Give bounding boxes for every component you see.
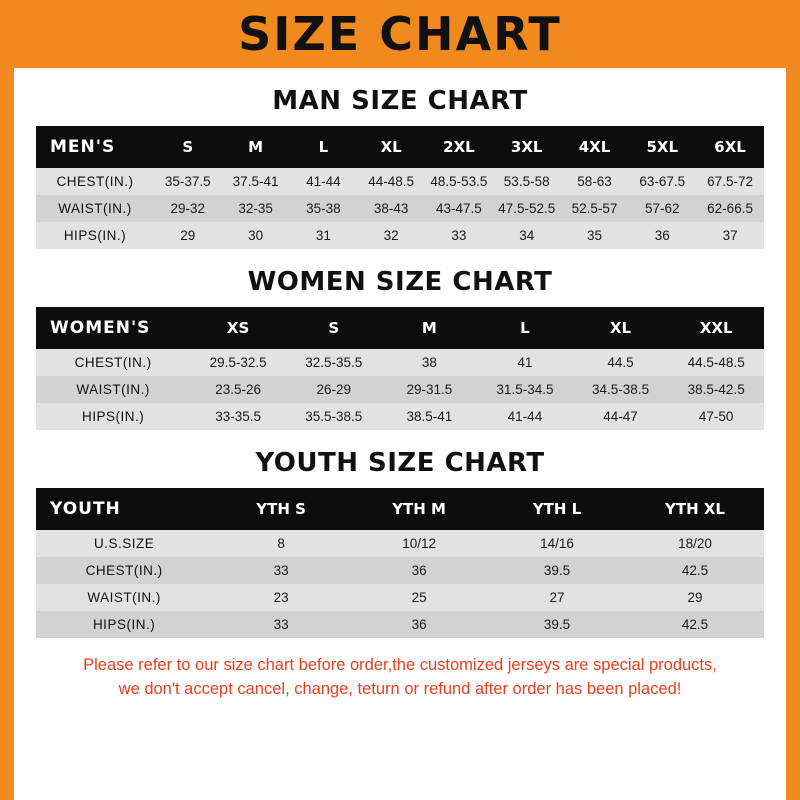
women-waist-m: 29-31.5 bbox=[406, 382, 453, 397]
men-row-label-chest: CHEST(IN.) bbox=[56, 174, 134, 189]
men-chest-6xl: 67.5-72 bbox=[707, 174, 753, 189]
women-chest-xs: 29.5-32.5 bbox=[209, 355, 267, 370]
women-waist-l: 31.5-34.5 bbox=[496, 382, 554, 397]
men-row-label-header: MEN'S bbox=[36, 126, 154, 168]
women-chest-l: 41 bbox=[517, 355, 533, 370]
men-hips-3xl: 34 bbox=[519, 228, 535, 243]
youth-hips-m: 36 bbox=[411, 617, 427, 632]
table-row bbox=[36, 584, 764, 611]
men-col-4xl: 4XL bbox=[561, 126, 629, 168]
men-waist-xl: 38-43 bbox=[373, 201, 409, 216]
youth-ussize-m: 10/12 bbox=[402, 536, 436, 551]
men-header-row bbox=[36, 126, 764, 168]
men-hips-2xl: 33 bbox=[451, 228, 467, 243]
men-chest-xl: 44-48.5 bbox=[368, 174, 415, 189]
men-waist-5xl: 57-62 bbox=[645, 201, 680, 216]
table-row bbox=[36, 168, 764, 195]
youth-waist-xl: 29 bbox=[687, 590, 703, 605]
youth-hips-l: 39.5 bbox=[543, 617, 571, 632]
youth-chest-s: 33 bbox=[273, 563, 289, 578]
men-waist-m: 32-35 bbox=[238, 201, 273, 216]
men-waist-6xl: 62-66.5 bbox=[707, 201, 753, 216]
men-chest-4xl: 58-63 bbox=[577, 174, 612, 189]
youth-row-label-header: YOUTH bbox=[36, 488, 212, 530]
men-hips-5xl: 36 bbox=[654, 228, 670, 243]
order-policy-note bbox=[36, 654, 764, 702]
youth-row-label-ussize: U.S.SIZE bbox=[93, 536, 155, 551]
men-chest-m: 37.5-41 bbox=[232, 174, 279, 189]
chart-content bbox=[14, 86, 786, 702]
table-row bbox=[36, 611, 764, 638]
youth-table-body bbox=[36, 530, 764, 638]
youth-table-head bbox=[36, 488, 764, 530]
women-waist-xs: 23.5-26 bbox=[215, 382, 262, 397]
men-hips-6xl: 37 bbox=[722, 228, 738, 243]
table-row bbox=[36, 530, 764, 557]
men-col-6xl: 6XL bbox=[696, 126, 764, 168]
men-hips-4xl: 35 bbox=[586, 228, 602, 243]
table-row bbox=[36, 557, 764, 584]
men-col-l: L bbox=[289, 126, 357, 168]
women-col-m: M bbox=[382, 307, 478, 349]
women-row-label-header: WOMEN'S bbox=[36, 307, 190, 349]
table-row bbox=[36, 195, 764, 222]
youth-waist-s: 23 bbox=[273, 590, 289, 605]
men-waist-4xl: 52.5-57 bbox=[571, 201, 618, 216]
women-col-l: L bbox=[477, 307, 573, 349]
youth-chest-m: 36 bbox=[411, 563, 427, 578]
women-header-row bbox=[36, 307, 764, 349]
men-col-m: M bbox=[222, 126, 290, 168]
men-col-2xl: 2XL bbox=[425, 126, 493, 168]
women-col-xxl: XXL bbox=[668, 307, 764, 349]
men-hips-m: 30 bbox=[248, 228, 264, 243]
women-col-s: S bbox=[286, 307, 382, 349]
page-title: SIZE CHART bbox=[238, 7, 562, 61]
youth-section-title: YOUTH SIZE CHART bbox=[255, 448, 545, 478]
women-chest-xl: 44.5 bbox=[607, 355, 634, 370]
men-col-xl: XL bbox=[357, 126, 425, 168]
youth-row-label-chest: CHEST(IN.) bbox=[85, 563, 163, 578]
youth-chest-xl: 42.5 bbox=[681, 563, 709, 578]
women-hips-xxl: 47-50 bbox=[698, 409, 734, 424]
men-waist-2xl: 43-47.5 bbox=[436, 201, 482, 216]
men-hips-s: 29 bbox=[180, 228, 196, 243]
men-row-label-waist: WAIST(IN.) bbox=[58, 201, 132, 216]
women-table-head bbox=[36, 307, 764, 349]
men-hips-xl: 32 bbox=[383, 228, 399, 243]
men-section-title: MAN SIZE CHART bbox=[272, 86, 528, 116]
youth-col-s: YTH S bbox=[212, 488, 350, 530]
women-chest-s: 32.5-35.5 bbox=[305, 355, 363, 370]
men-waist-l: 35-38 bbox=[306, 201, 341, 216]
men-chest-s: 35-37.5 bbox=[164, 174, 211, 189]
women-size-table bbox=[36, 307, 764, 430]
youth-header-row bbox=[36, 488, 764, 530]
men-size-table bbox=[36, 126, 764, 249]
women-row-label-chest: CHEST(IN.) bbox=[74, 355, 152, 370]
men-chest-l: 41-44 bbox=[306, 174, 341, 189]
men-col-5xl: 5XL bbox=[628, 126, 696, 168]
youth-ussize-s: 8 bbox=[277, 536, 285, 551]
youth-col-l: YTH L bbox=[488, 488, 626, 530]
men-chest-3xl: 53.5-58 bbox=[503, 174, 550, 189]
women-waist-xxl: 38.5-42.5 bbox=[687, 382, 745, 397]
page-banner bbox=[14, 0, 786, 68]
order-policy-note-line2: we don't accept cancel, change, teturn or refund after order has been placed! bbox=[118, 679, 682, 698]
youth-row-label-waist: WAIST(IN.) bbox=[87, 590, 161, 605]
women-row-label-hips: HIPS(IN.) bbox=[82, 409, 145, 424]
youth-chest-l: 39.5 bbox=[543, 563, 571, 578]
women-hips-m: 38.5-41 bbox=[406, 409, 453, 424]
women-row-label-waist: WAIST(IN.) bbox=[76, 382, 150, 397]
women-table-body bbox=[36, 349, 764, 430]
women-waist-s: 26-29 bbox=[316, 382, 351, 397]
youth-hips-xl: 42.5 bbox=[681, 617, 709, 632]
table-row bbox=[36, 403, 764, 430]
youth-waist-m: 25 bbox=[411, 590, 427, 605]
order-policy-note-line1: Please refer to our size chart before order,the customized jerseys are special products, bbox=[83, 656, 717, 674]
youth-hips-s: 33 bbox=[273, 617, 289, 632]
men-waist-s: 29-32 bbox=[170, 201, 206, 216]
youth-col-m: YTH M bbox=[350, 488, 488, 530]
youth-ussize-l: 14/16 bbox=[540, 536, 574, 551]
youth-col-xl: YTH XL bbox=[626, 488, 764, 530]
youth-ussize-xl: 18/20 bbox=[678, 536, 712, 551]
women-hips-l: 41-44 bbox=[507, 409, 543, 424]
women-chest-m: 38 bbox=[421, 355, 437, 370]
women-hips-xl: 44-47 bbox=[603, 409, 638, 424]
youth-size-table bbox=[36, 488, 764, 638]
men-table-head bbox=[36, 126, 764, 168]
women-col-xs: XS bbox=[190, 307, 286, 349]
women-hips-xs: 33-35.5 bbox=[215, 409, 262, 424]
men-col-3xl: 3XL bbox=[493, 126, 561, 168]
women-col-xl: XL bbox=[573, 307, 669, 349]
women-waist-xl: 34.5-38.5 bbox=[592, 382, 650, 397]
men-col-s: S bbox=[154, 126, 222, 168]
men-row-label-hips: HIPS(IN.) bbox=[63, 228, 127, 243]
youth-row-label-hips: HIPS(IN.) bbox=[92, 617, 156, 632]
women-hips-s: 35.5-38.5 bbox=[305, 409, 363, 424]
men-table-body bbox=[36, 168, 764, 249]
men-chest-2xl: 48.5-53.5 bbox=[430, 174, 488, 189]
men-chest-5xl: 63-67.5 bbox=[639, 174, 686, 189]
men-waist-3xl: 47.5-52.5 bbox=[498, 201, 556, 216]
women-section-title: WOMEN SIZE CHART bbox=[247, 267, 553, 297]
table-row bbox=[36, 222, 764, 249]
table-row bbox=[36, 376, 764, 403]
women-chest-xxl: 44.5-48.5 bbox=[687, 355, 745, 370]
table-row bbox=[36, 349, 764, 376]
men-hips-l: 31 bbox=[315, 228, 331, 243]
youth-waist-l: 27 bbox=[549, 590, 565, 605]
